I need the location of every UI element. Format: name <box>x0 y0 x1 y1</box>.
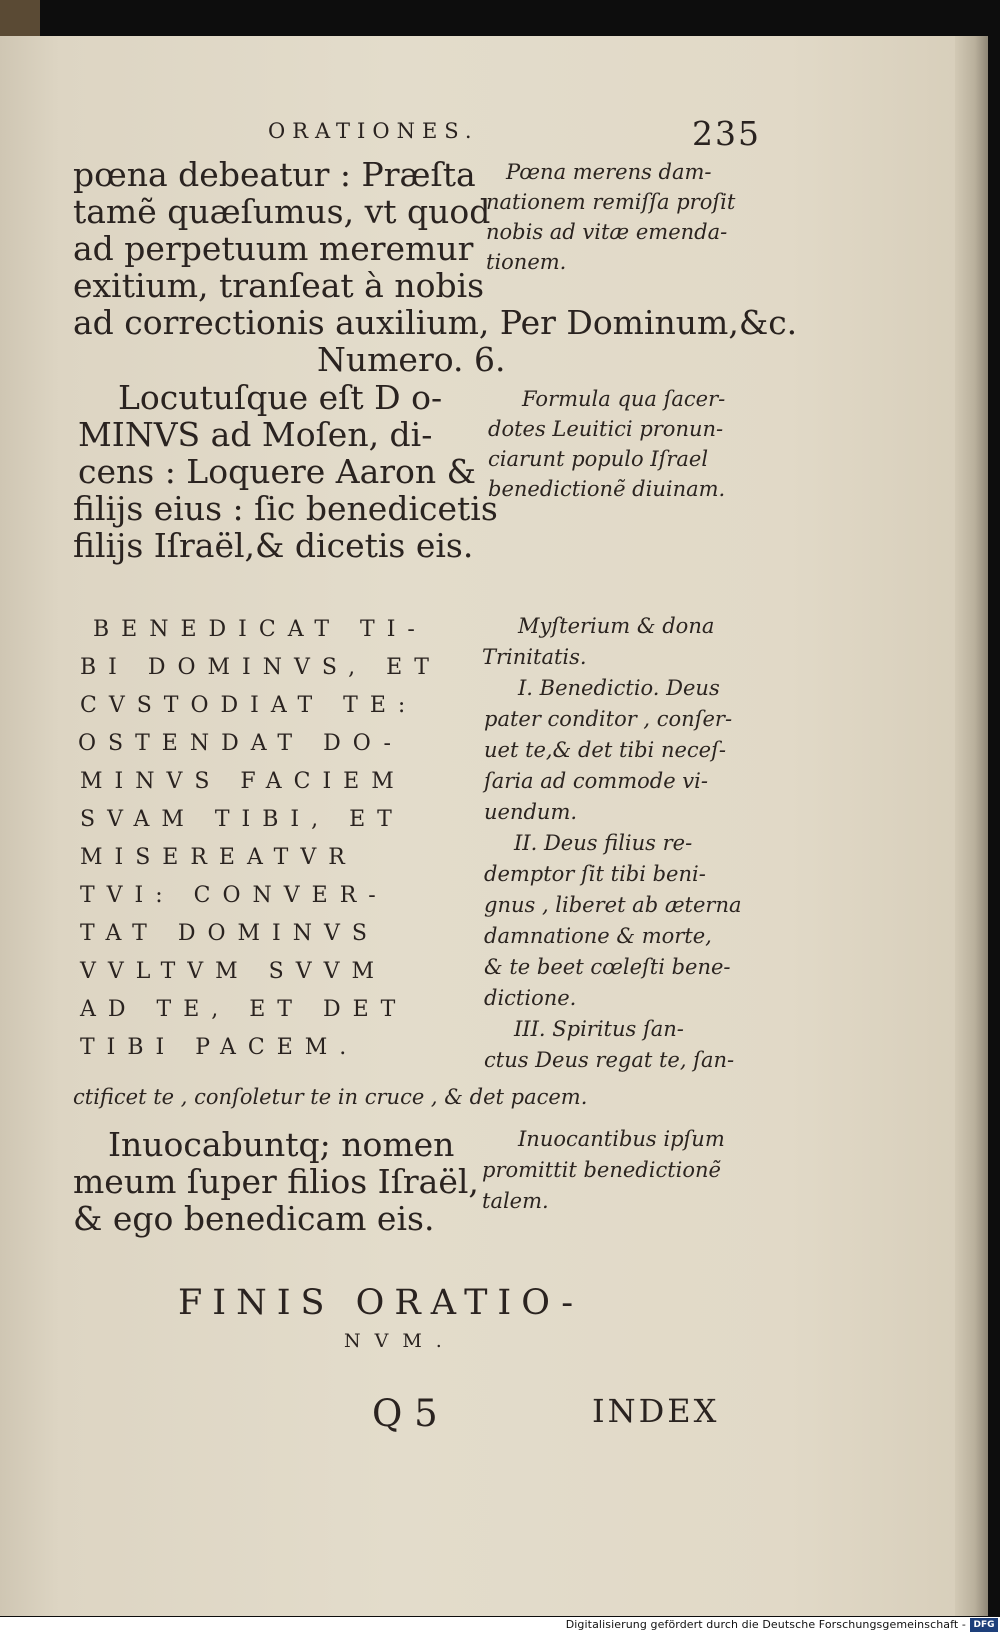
margin-note-line: benedictionẽ diuinam. <box>488 477 726 501</box>
margin-note-line: talem. <box>482 1189 549 1213</box>
margin-note-line: Inuocantibus ipſum <box>518 1127 725 1151</box>
text-line: ad correctionis auxilium, Per Dominum,&c. <box>73 303 798 342</box>
text-line: Locutuſque eſt D o- <box>118 378 443 417</box>
page-edge <box>955 36 988 1616</box>
margin-note-line: promittit benedictionẽ <box>482 1158 721 1182</box>
dfg-logo-badge: DFG <box>970 1618 998 1632</box>
margin-note-line: gnus , liberet ab æterna <box>484 893 742 917</box>
blessing-line: SVAM TIBI, ET <box>80 807 404 832</box>
blessing-line: TIBI PACEM. <box>80 1035 359 1060</box>
margin-note-line: Trinitatis. <box>482 645 587 669</box>
blessing-line: CVSTODIAT TE: <box>80 693 418 718</box>
footer-credit: Digitalisierung gefördert durch die Deutsche Forschungsgemeinschaft - <box>565 1618 966 1631</box>
margin-note-line: Pœna merens dam- <box>506 160 712 184</box>
margin-note-line: uet te,& det tibi neceſ- <box>484 738 726 762</box>
finis-heading: FINIS ORATIO- <box>178 1283 584 1323</box>
text-line: ad perpetuum meremur <box>73 229 474 268</box>
section-heading: Numero. 6. <box>317 340 506 379</box>
catchword: INDEX <box>592 1392 720 1430</box>
running-title: ORATIONES. <box>268 119 479 143</box>
text-line: filijs eius : ſic benedicetis <box>73 489 498 528</box>
margin-note-line: ctus Deus regat te, ſan- <box>484 1048 735 1072</box>
margin-note-line: Formula qua ſacer- <box>522 387 726 411</box>
margin-note-line: demptor ſit tibi beni- <box>484 862 706 886</box>
margin-note-line: damnatione & morte, <box>484 924 712 948</box>
blessing-line: VVLTVM SVVM <box>80 959 387 984</box>
blessing-line: OSTENDAT DO- <box>78 731 403 756</box>
text-line: MINVS ad Moſen, di- <box>78 415 433 454</box>
margin-note-line: tionem. <box>486 250 567 274</box>
margin-note-line: uendum. <box>484 800 578 824</box>
blessing-line: BENEDICAT TI- <box>93 617 427 642</box>
text-line: & ego benedicam eis. <box>73 1199 435 1238</box>
scan-corner <box>0 0 40 38</box>
text-line: meum ſuper filios Iſraël, <box>73 1162 479 1201</box>
margin-note-line: & te beet cœleſti bene- <box>484 955 731 979</box>
margin-note-line: ciarunt populo Iſrael <box>488 447 709 471</box>
blessing-line: AD TE, ET DET <box>80 997 408 1022</box>
text-line: pœna debeatur : Præſta <box>73 155 476 194</box>
blessing-line: MISEREATVR <box>80 845 357 870</box>
margin-note-line: ſaria ad commode vi- <box>484 769 708 793</box>
margin-note-line: II. Deus filius re- <box>514 831 693 855</box>
margin-note-line: dictione. <box>484 986 577 1010</box>
signature-mark: Q 5 <box>372 1392 438 1435</box>
margin-note-line: nobis ad vitæ emenda- <box>486 220 728 244</box>
blessing-line: BI DOMINVS, ET <box>80 655 441 680</box>
margin-full-line: ctificet te , conſoletur te in cruce , & det pacem. <box>73 1085 588 1109</box>
text-line: tamẽ quæſumus, vt quod <box>73 192 491 231</box>
blessing-line: TVI: CONVER- <box>80 883 388 908</box>
text-line: Inuocabuntq; nomen <box>108 1125 455 1164</box>
text-line: exitium, tranſeat à nobis <box>73 266 485 305</box>
page-number: 235 <box>692 114 761 153</box>
text-line: cens : Loquere Aaron & <box>78 452 477 491</box>
text-line: filijs Iſraël,& dicetis eis. <box>73 526 474 565</box>
margin-note-line: I. Benedictio. Deus <box>518 676 720 700</box>
blessing-line: TAT DOMINVS <box>80 921 379 946</box>
margin-note-line: Myſterium & dona <box>518 614 715 638</box>
margin-note-line: III. Spiritus ſan- <box>514 1017 684 1041</box>
finis-heading-continued: NVM. <box>344 1330 456 1352</box>
margin-note-line: pater conditor , conſer- <box>484 707 733 731</box>
margin-note-line: nationem remiſſa proſit <box>486 190 736 214</box>
blessing-line: MINVS FACIEM <box>80 769 406 794</box>
margin-note-line: dotes Leuitici pronun- <box>488 417 724 441</box>
